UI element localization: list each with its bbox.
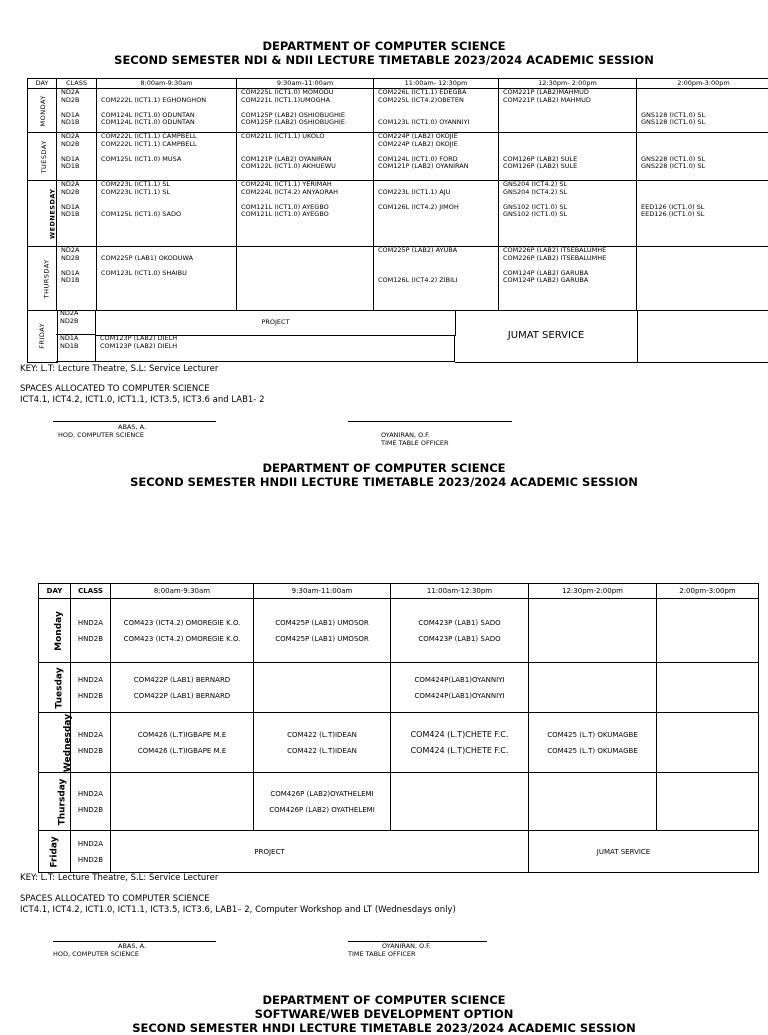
t1-key: KEY: L.T: Lecture Theatre, S.L: Service Lecturer bbox=[20, 364, 218, 374]
t2-session-title: SECOND SEMESTER HNDII LECTURE TIMETABLE 2023/2024 ACADEMIC SESSION bbox=[0, 475, 768, 489]
table-row bbox=[28, 181, 768, 247]
class-cell: HND2A HND2B bbox=[71, 663, 111, 713]
table-row bbox=[39, 773, 759, 831]
class-cell: HND2A HND2B bbox=[71, 713, 111, 773]
t1-session-title: SECOND SEMESTER NDI & NDII LECTURE TIMETABLE 2023/2024 ACADEMIC SESSION bbox=[0, 53, 768, 67]
col-slot-2: 9:30am-11:00am bbox=[254, 584, 391, 599]
slot-cell bbox=[391, 773, 529, 831]
col-day: DAY bbox=[39, 584, 71, 599]
hod-title: HOD, COMPUTER SCIENCE bbox=[53, 950, 139, 958]
class-cell: ND1A ND1B bbox=[56, 335, 96, 362]
project-cell: PROJECT bbox=[111, 831, 529, 873]
signature-line bbox=[53, 421, 216, 422]
table-header-row bbox=[39, 584, 759, 599]
table-row bbox=[39, 713, 759, 773]
signature-line bbox=[348, 421, 512, 422]
slot-cell: COM226L (ICT1.1) EDEGBA COM225L (ICT4.2)OBETEN COM123L (ICT1.0) OYANNIYI bbox=[374, 89, 499, 133]
hod-name: ABAS, A. bbox=[118, 423, 146, 431]
slot-cell: COM426 (L.T)IGBAPE M.E COM426 (L.T)IGBAPE M.E bbox=[111, 713, 254, 773]
slot-cell: COM424 (L.T)CHETE F.C. COM424 (L.T)CHETE F.C. bbox=[391, 713, 529, 773]
col-slot-2: 9:30am-11:00am bbox=[237, 79, 374, 89]
day-cell: Friday bbox=[39, 831, 71, 873]
slot-cell: GNS228 (ICT1.0) SL GNS228 (ICT1.0) SL bbox=[637, 133, 768, 181]
class-cell: ND2A ND2B ND1A ND1B bbox=[57, 181, 97, 247]
slot-cell bbox=[529, 663, 657, 713]
t2-spaces-title: SPACES ALLOCATED TO COMPUTER SCIENCE bbox=[20, 894, 210, 904]
slot-cell: COM225P (LAB2) AYUBA COM126L (ICT4.2) ZIBILI bbox=[374, 247, 499, 311]
slot-cell: COM126P (LAB2) SULE COM126P (LAB2) SULE bbox=[499, 133, 637, 181]
t1-spaces: ICT4.1, ICT4.2, ICT1.0, ICT1.1, ICT3.5, ICT3.6 and LAB1- 2 bbox=[20, 395, 265, 405]
class-cell: HND2A HND2B bbox=[71, 831, 111, 873]
slot-cell: COM225L (ICT1.0) MOMODU COM221L (ICT1.1)UMOGHA COM125P (LAB2) OSHIOBUGHIE COM125P (LAB2) OSHIOBUGHIE bbox=[237, 89, 374, 133]
day-cell: THURSDAY bbox=[28, 247, 57, 311]
slot-cell bbox=[529, 599, 657, 663]
slot-cell bbox=[657, 713, 759, 773]
hod-name: ABAS, A. bbox=[118, 942, 146, 950]
day-cell: Wednesday bbox=[39, 713, 71, 773]
jumat-service-cell: JUMAT SERVICE bbox=[529, 831, 759, 873]
table-row bbox=[28, 89, 768, 133]
slot-cell: COM223L (ICT1.1) AJU COM126L (ICT4.2) JIMOH bbox=[374, 181, 499, 247]
t3-session-title: SECOND SEMESTER HNDI LECTURE TIMETABLE 2023/2024 ACADEMIC SESSION bbox=[0, 1021, 768, 1035]
col-class: CLASS bbox=[57, 79, 97, 89]
project-cell: PROJECT bbox=[96, 310, 456, 336]
slot-cell: GNS204 (ICT4.2) SL GNS204 (ICT4.2) SL GNS102 (ICT1.0) SL GNS102 (ICT1.0) SL bbox=[499, 181, 637, 247]
col-slot-4: 12:30pm- 2:00pm bbox=[499, 79, 637, 89]
col-slot-5: 2:00pm-3:00pm bbox=[657, 584, 759, 599]
t1-spaces-title: SPACES ALLOCATED TO COMPUTER SCIENCE bbox=[20, 384, 210, 394]
slot-cell: COM224L (ICT1.1) YERIMAH COM224L (ICT4.2) ANYAORAH COM121L (ICT1.0) AYEGBO COM121L (ICT1.0) AYEGBO bbox=[237, 181, 374, 247]
slot-cell bbox=[111, 773, 254, 831]
t2-spaces: ICT4.1, ICT4.2, ICT1.0, ICT1.1, ICT3.5, ICT3.6, LAB1– 2, Computer Workshop and LT (Wednesdays only) bbox=[20, 905, 456, 915]
col-slot-1: 8:00am-9:30am bbox=[111, 584, 254, 599]
table-header-row bbox=[28, 79, 768, 89]
slot-cell bbox=[657, 773, 759, 831]
day-cell: Thursday bbox=[39, 773, 71, 831]
slot-cell bbox=[637, 247, 768, 311]
slot-cell bbox=[254, 663, 391, 713]
slot-cell: COM221L (ICT1.1) UKOLO COM121P (LAB2) OYANIRAN COM122L (ICT1.0) AKHUEWU bbox=[237, 133, 374, 181]
col-day: DAY bbox=[28, 79, 57, 89]
slot-cell: COM426P (LAB2)OYATHELEMI COM426P (LAB2) OYATHELEMI bbox=[254, 773, 391, 831]
slot-cell: COM423 (ICT4.2) OMOREGIE K.O. COM423 (ICT4.2) OMOREGIE K.O. bbox=[111, 599, 254, 663]
class-cell: ND2A ND2B ND1A ND1B bbox=[57, 89, 97, 133]
slot-cell: COM422 (L.T)IDEAN COM422 (L.T)IDEAN bbox=[254, 713, 391, 773]
slot-cell bbox=[237, 247, 374, 311]
day-cell: MONDAY bbox=[28, 89, 57, 133]
slot-cell: COM221P (LAB2)MAHMUD COM221P (LAB2) MAHMUD bbox=[499, 89, 637, 133]
jumat-service-cell: JUMAT SERVICE bbox=[455, 310, 638, 363]
day-cell: WEDNESDAY bbox=[28, 181, 57, 247]
day-cell: FRIDAY bbox=[27, 310, 58, 363]
t2-key: KEY: L.T: Lecture Theatre, S.L: Service Lecturer bbox=[20, 873, 218, 883]
t3-dept-title: DEPARTMENT OF COMPUTER SCIENCE bbox=[0, 993, 768, 1007]
slot-cell: EED126 (ICT1.0) SL EED126 (ICT1.0) SL bbox=[637, 181, 768, 247]
class-cell: ND2A ND2B ND1A ND1B bbox=[57, 247, 97, 311]
slot-cell: COM225P (LAB1) OKODUWA COM123L (ICT1.0) SHAIBU bbox=[97, 247, 237, 311]
slot-cell: COM422P (LAB1) BERNARD COM422P (LAB1) BERNARD bbox=[111, 663, 254, 713]
col-slot-4: 12:30pm-2:00pm bbox=[529, 584, 657, 599]
col-slot-5: 2:00pm-3:00pm bbox=[637, 79, 768, 89]
slot-cell: COM224P (LAB2) OKOJIE COM224P (LAB2) OKOJIE COM124L (ICT1.0) FORD COM121P (LAB2) OYANIRAN bbox=[374, 133, 499, 181]
t2-dept-title: DEPARTMENT OF COMPUTER SCIENCE bbox=[0, 461, 768, 475]
slot-cell: COM226P (LAB2) ITSEBALUMHE COM226P (LAB2) ITSEBALUMHE COM124P (LAB2) GARUBA COM124P (LAB2) GARUBA bbox=[499, 247, 637, 311]
slot-cell: COM222L (ICT1.1) CAMPBELL COM222L (ICT1.1) CAMPBELL COM125L (ICT1.0) MUSA bbox=[97, 133, 237, 181]
slot-cell bbox=[657, 663, 759, 713]
col-slot-3: 11:00am-12:30pm bbox=[391, 584, 529, 599]
slot-cell: COM424P(LAB1)OYANNIYI COM424P(LAB1)OYANNIYI bbox=[391, 663, 529, 713]
day-cell: Tuesday bbox=[39, 663, 71, 713]
table-row bbox=[28, 247, 768, 311]
slot-cell bbox=[657, 599, 759, 663]
class-cell: ND2A ND2B ND1A ND1B bbox=[57, 133, 97, 181]
officer-title: TIME TABLE OFFICER bbox=[381, 439, 449, 447]
hnd-timetable bbox=[38, 583, 759, 873]
nd-timetable bbox=[27, 78, 768, 311]
col-slot-1: 8:00am-9:30am bbox=[97, 79, 237, 89]
t1-dept-title: DEPARTMENT OF COMPUTER SCIENCE bbox=[0, 39, 768, 53]
slot-cell: GNS128 (ICT1.0) SL GNS128 (ICT1.0) SL bbox=[637, 89, 768, 133]
class-cell: ND2A ND2B bbox=[56, 310, 96, 335]
table-row bbox=[39, 831, 759, 873]
slot-cell: COM222L (ICT1.1) EGHONGHON COM124L (ICT1.0) ODUNTAN COM124L (ICT1.0) ODUNTAN bbox=[97, 89, 237, 133]
slot-cell: COM425 (L.T) OKUMAGBE COM425 (L.T) OKUMAGBE bbox=[529, 713, 657, 773]
day-cell: Monday bbox=[39, 599, 71, 663]
table-row bbox=[39, 599, 759, 663]
t1-friday-block bbox=[27, 310, 768, 363]
day-cell: TUESDAY bbox=[28, 133, 57, 181]
hod-title: HOD, COMPUTER SCIENCE bbox=[58, 431, 144, 439]
officer-name: OYANIRAN, O.F. bbox=[381, 431, 430, 439]
slot-cell: COM223L (ICT1.1) SL COM223L (ICT1.1) SL COM125L (ICT1.0) SADO bbox=[97, 181, 237, 247]
slot-cell bbox=[637, 310, 768, 363]
slot-cell bbox=[529, 773, 657, 831]
officer-title: TIME TABLE OFFICER bbox=[348, 950, 416, 958]
col-class: CLASS bbox=[71, 584, 111, 599]
col-slot-3: 11:00am- 12:30pm bbox=[374, 79, 499, 89]
class-cell: HND2A HND2B bbox=[71, 599, 111, 663]
slot-cell: COM423P (LAB1) SADO COM423P (LAB1) SADO bbox=[391, 599, 529, 663]
slot-cell: COM425P (LAB1) UMOSOR COM425P (LAB1) UMOSOR bbox=[254, 599, 391, 663]
table-row bbox=[39, 663, 759, 713]
officer-name: OYANIRAN, O.F. bbox=[382, 942, 431, 950]
class-cell: HND2A HND2B bbox=[71, 773, 111, 831]
slot-cell: COM123P (LAB2) DIELH COM123P (LAB2) DIELH bbox=[96, 335, 455, 362]
table-row bbox=[28, 133, 768, 181]
t3-option-title: SOFTWARE/WEB DEVELOPMENT OPTION bbox=[0, 1007, 768, 1021]
